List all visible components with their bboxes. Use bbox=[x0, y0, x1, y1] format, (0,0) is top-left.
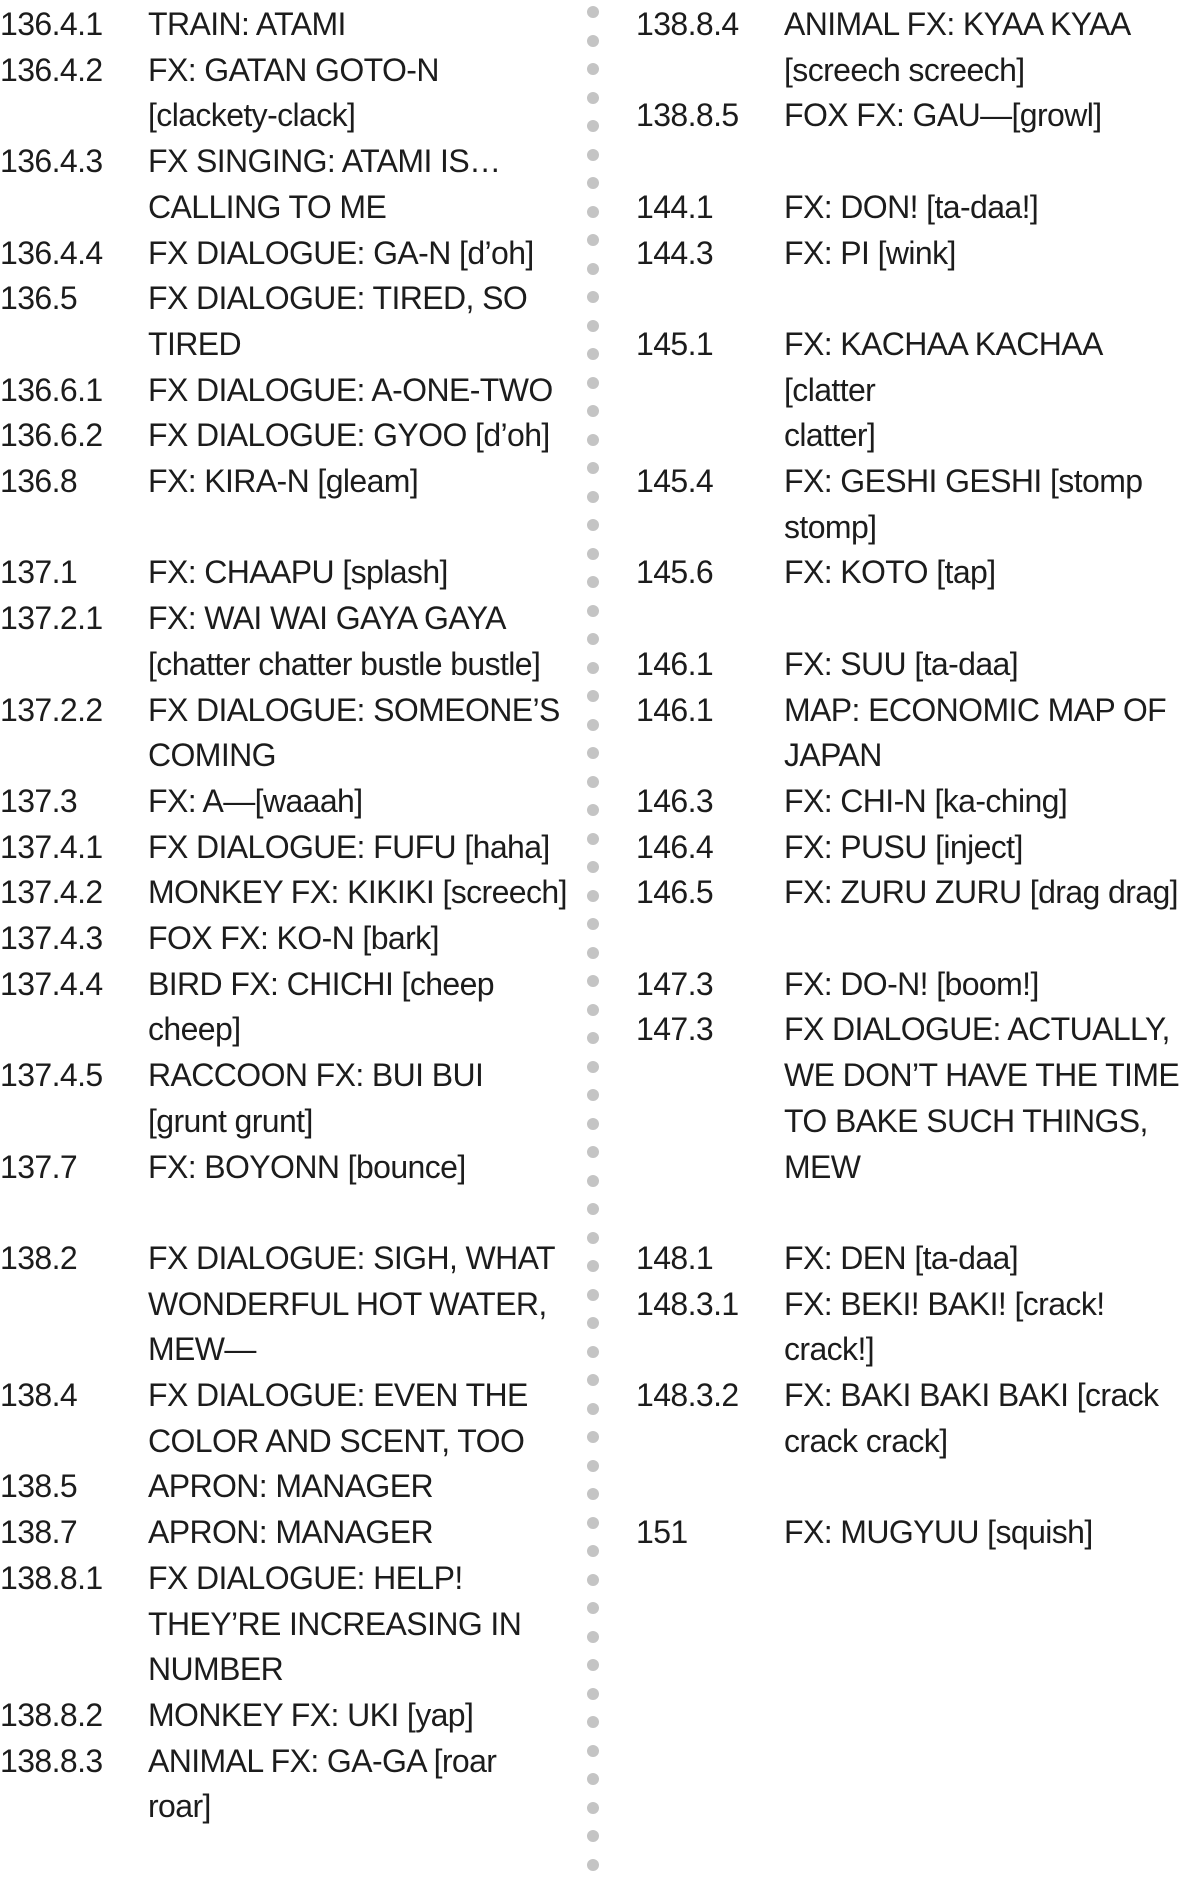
sound-effect-translation: FX DIALOGUE: SOMEONE’S COMING bbox=[148, 691, 560, 774]
sound-effect-translation: FX: DEN [ta-daa] bbox=[784, 1239, 1019, 1276]
note-entry bbox=[0, 276, 575, 367]
note-entry bbox=[636, 1282, 1200, 1373]
divider-dot bbox=[587, 1859, 599, 1871]
divider-dot bbox=[587, 63, 599, 75]
divider-dot bbox=[587, 1517, 599, 1529]
page-panel-reference: 148.3.2 bbox=[636, 1377, 739, 1414]
sound-effect-translation: FX DIALOGUE: GA-N [d’oh] bbox=[148, 234, 534, 271]
page-panel-reference: 137.7 bbox=[0, 1148, 78, 1185]
divider-dot bbox=[587, 35, 599, 47]
page-panel-reference: 137.1 bbox=[0, 554, 78, 591]
note-entry bbox=[0, 688, 575, 779]
sound-effect-translation: FX DIALOGUE: TIRED, SO TIRED bbox=[148, 280, 528, 362]
note-entry bbox=[636, 688, 1200, 779]
page-panel-reference: 144.1 bbox=[636, 188, 714, 225]
page-panel-reference: 136.4.3 bbox=[0, 143, 103, 180]
divider-dot bbox=[587, 1773, 599, 1785]
divider-dot bbox=[587, 1061, 599, 1073]
divider-dot bbox=[587, 1203, 599, 1215]
sound-effect-translation: APRON: MANAGER bbox=[148, 1514, 433, 1551]
note-entry bbox=[636, 1236, 1200, 1282]
divider-dot bbox=[587, 947, 599, 959]
page-panel-reference: 138.8.1 bbox=[0, 1559, 103, 1596]
note-entry bbox=[0, 962, 575, 1053]
page-panel-reference: 137.2.2 bbox=[0, 691, 103, 728]
divider-dot bbox=[587, 177, 599, 189]
divider-dot bbox=[587, 633, 599, 645]
sound-effect-translation: FX: KACHAA KACHAA [clatter clatter] bbox=[784, 325, 1102, 454]
divider-dot bbox=[587, 1260, 599, 1272]
note-entry bbox=[636, 322, 1200, 459]
divider-dot bbox=[587, 1545, 599, 1557]
divider-dot bbox=[587, 719, 599, 731]
divider-dot bbox=[587, 92, 599, 104]
divider-dot bbox=[587, 6, 599, 18]
divider-dot bbox=[587, 890, 599, 902]
divider-dot bbox=[587, 605, 599, 617]
note-entry bbox=[0, 1464, 575, 1510]
sound-effect-translation: TRAIN: ATAMI bbox=[148, 6, 346, 42]
divider-dot bbox=[587, 120, 599, 132]
page-panel-reference: 138.8.3 bbox=[0, 1742, 103, 1779]
divider-dot bbox=[587, 348, 599, 360]
divider-dot bbox=[587, 1175, 599, 1187]
page-panel-reference: 146.5 bbox=[636, 874, 714, 911]
note-entry bbox=[636, 550, 1200, 596]
page-panel-reference: 137.4.4 bbox=[0, 965, 103, 1002]
sound-effect-translation: FX: MUGYUU [squish] bbox=[784, 1514, 1093, 1551]
divider-dot bbox=[587, 1289, 599, 1301]
divider-dot bbox=[587, 149, 599, 161]
note-entry bbox=[0, 459, 575, 505]
divider-dot bbox=[587, 833, 599, 845]
page-panel-reference: 136.4.1 bbox=[0, 6, 103, 42]
divider-dot bbox=[587, 662, 599, 674]
page-panel-reference: 138.8.5 bbox=[636, 97, 739, 134]
page-panel-reference: 147.3 bbox=[636, 965, 714, 1002]
sound-effect-translation: FX: GATAN GOTO-N [clackety-clack] bbox=[148, 51, 439, 134]
dotted-column-divider bbox=[583, 0, 603, 1888]
sound-effect-translation: FX: GESHI GESHI [stomp stomp] bbox=[784, 463, 1143, 545]
page-panel-reference: 136.6.1 bbox=[0, 371, 103, 408]
note-entry bbox=[0, 779, 575, 825]
divider-dot bbox=[587, 1089, 599, 1101]
page-panel-reference: 138.7 bbox=[0, 1514, 78, 1551]
page-panel-reference: 136.4.4 bbox=[0, 234, 103, 271]
sound-effect-translation: RACCOON FX: BUI BUI [grunt grunt] bbox=[148, 1057, 484, 1139]
note-entry bbox=[0, 1373, 575, 1464]
note-entry bbox=[636, 93, 1200, 139]
sound-effect-translation: FX DIALOGUE: HELP! THEY’RE INCREASING IN NUMBER bbox=[148, 1559, 522, 1688]
note-entry bbox=[636, 2, 1200, 93]
divider-dot bbox=[587, 576, 599, 588]
page-panel-reference: 137.4.2 bbox=[0, 874, 103, 911]
note-entry bbox=[636, 1007, 1200, 1190]
entry-group-spacer bbox=[636, 139, 1200, 185]
divider-dot bbox=[587, 1004, 599, 1016]
sound-effect-translation: FX: ZURU ZURU [drag drag] bbox=[784, 874, 1178, 911]
note-entry bbox=[0, 1236, 575, 1373]
page-panel-reference: 137.3 bbox=[0, 782, 78, 819]
entry-group-spacer bbox=[636, 596, 1200, 642]
divider-dot bbox=[587, 804, 599, 816]
divider-dot bbox=[587, 234, 599, 246]
entry-group-spacer bbox=[0, 505, 575, 551]
divider-dot bbox=[587, 405, 599, 417]
sound-effect-translation: FX SINGING: ATAMI IS… CALLING TO ME bbox=[148, 143, 501, 225]
divider-dot bbox=[587, 1403, 599, 1415]
sound-effect-translation: FOX FX: KO-N [bark] bbox=[148, 920, 439, 957]
page-panel-reference: 137.2.1 bbox=[0, 600, 103, 637]
note-entry bbox=[0, 870, 575, 916]
entry-group-spacer bbox=[0, 1190, 575, 1236]
sound-effect-translation: FX: DO-N! [boom!] bbox=[784, 965, 1039, 1002]
sound-effect-translation: FX: BOYONN [bounce] bbox=[148, 1148, 466, 1185]
sound-effect-translation: FX DIALOGUE: EVEN THE COLOR AND SCENT, TOO bbox=[148, 1377, 528, 1459]
note-entry bbox=[0, 231, 575, 277]
sound-effect-translation: FX DIALOGUE: ACTUALLY, WE DON’T HAVE THE TIME TO BAKE SUCH THINGS, MEW bbox=[784, 1011, 1180, 1185]
note-entry bbox=[636, 642, 1200, 688]
note-entry bbox=[0, 1693, 575, 1739]
page-panel-reference: 146.4 bbox=[636, 828, 714, 865]
divider-dot bbox=[587, 1716, 599, 1728]
page-panel-reference: 136.6.2 bbox=[0, 417, 103, 454]
entry-group-spacer bbox=[636, 1190, 1200, 1236]
divider-dot bbox=[587, 263, 599, 275]
sound-effect-translation: FX DIALOGUE: A-ONE-TWO bbox=[148, 371, 553, 408]
note-entry bbox=[0, 1145, 575, 1191]
note-entry bbox=[0, 139, 575, 230]
note-entry bbox=[636, 185, 1200, 231]
note-entry bbox=[0, 916, 575, 962]
page-panel-reference: 148.1 bbox=[636, 1239, 714, 1276]
sound-effect-translation: FX: BAKI BAKI BAKI [crack crack crack] bbox=[784, 1377, 1159, 1459]
note-entry bbox=[0, 596, 575, 687]
sound-effect-translation: FX: CHAAPU [splash] bbox=[148, 554, 448, 591]
divider-dot bbox=[587, 1688, 599, 1700]
sound-effect-translation: FX: A—[waaah] bbox=[148, 782, 363, 819]
sound-effect-translation: MONKEY FX: UKI [yap] bbox=[148, 1696, 474, 1733]
note-entry bbox=[636, 779, 1200, 825]
note-entry bbox=[0, 825, 575, 871]
note-entry bbox=[0, 368, 575, 414]
note-entry bbox=[0, 1510, 575, 1556]
page-panel-reference: 146.1 bbox=[636, 691, 714, 728]
page-panel-reference: 137.4.1 bbox=[0, 828, 103, 865]
note-entry bbox=[636, 1373, 1200, 1464]
page-panel-reference: 146.3 bbox=[636, 782, 714, 819]
divider-dot bbox=[587, 206, 599, 218]
sound-effect-translation: FX: KIRA-N [gleam] bbox=[148, 463, 419, 500]
page-panel-reference: 148.3.1 bbox=[636, 1285, 739, 1322]
divider-dot bbox=[587, 1118, 599, 1130]
divider-dot bbox=[587, 747, 599, 759]
sound-effect-translation: FX: PUSU [inject] bbox=[784, 828, 1023, 865]
divider-dot bbox=[587, 434, 599, 446]
page-panel-reference: 136.4.2 bbox=[0, 51, 103, 88]
sound-effect-translation: BIRD FX: CHICHI [cheep cheep] bbox=[148, 965, 495, 1048]
divider-dot bbox=[587, 1802, 599, 1814]
page-panel-reference: 137.4.3 bbox=[0, 920, 103, 957]
divider-dot bbox=[587, 1602, 599, 1614]
note-entry bbox=[636, 459, 1200, 550]
note-entry bbox=[0, 413, 575, 459]
divider-dot bbox=[587, 1032, 599, 1044]
page-panel-reference: 138.8.2 bbox=[0, 1696, 103, 1733]
sound-effect-translation: ANIMAL FX: KYAA KYAA [screech screech] bbox=[784, 6, 1131, 88]
divider-dot bbox=[587, 1346, 599, 1358]
page-panel-reference: 144.3 bbox=[636, 234, 714, 271]
sound-effect-translation: FX DIALOGUE: FUFU [haha] bbox=[148, 828, 550, 865]
note-entry bbox=[0, 1556, 575, 1693]
divider-dot bbox=[587, 1830, 599, 1842]
note-entry bbox=[0, 550, 575, 596]
page-panel-reference: 147.3 bbox=[636, 1011, 714, 1048]
sound-effect-translation: FX DIALOGUE: SIGH, WHAT WONDERFUL HOT WATER, MEW— bbox=[148, 1239, 555, 1368]
sound-effect-translation: FOX FX: GAU—[growl] bbox=[784, 97, 1102, 134]
entry-group-spacer bbox=[636, 1464, 1200, 1510]
page-panel-reference: 136.5 bbox=[0, 280, 78, 317]
divider-dot bbox=[587, 548, 599, 560]
sound-effect-translation: APRON: MANAGER bbox=[148, 1468, 433, 1505]
page-panel-reference: 138.4 bbox=[0, 1377, 78, 1414]
divider-dot bbox=[587, 519, 599, 531]
sound-effect-translation: FX DIALOGUE: GYOO [d’oh] bbox=[148, 417, 550, 454]
divider-dot bbox=[587, 1317, 599, 1329]
page-panel-reference: 145.4 bbox=[636, 463, 714, 499]
sound-effect-translation: FX: SUU [ta-daa] bbox=[784, 645, 1019, 682]
sound-effect-translation: ANIMAL FX: GA-GA [roar roar] bbox=[148, 1742, 497, 1825]
sound-effect-translation: MONKEY FX: KIKIKI [screech] bbox=[148, 874, 567, 911]
right-column bbox=[636, 2, 1200, 1556]
divider-dot bbox=[587, 1431, 599, 1443]
note-entry bbox=[0, 2, 575, 48]
entry-group-spacer bbox=[636, 916, 1200, 962]
note-entry bbox=[0, 1053, 575, 1144]
divider-dot bbox=[587, 291, 599, 303]
sound-effect-translation: FX: KOTO [tap] bbox=[784, 554, 996, 591]
sound-effect-translation: FX: PI [wink] bbox=[784, 234, 956, 271]
divider-dot bbox=[587, 690, 599, 702]
page-panel-reference: 138.5 bbox=[0, 1468, 78, 1505]
divider-dot bbox=[587, 861, 599, 873]
divider-dot bbox=[587, 1631, 599, 1643]
sound-effect-translation: MAP: ECONOMIC MAP OF JAPAN bbox=[784, 691, 1167, 774]
divider-dot bbox=[587, 1460, 599, 1472]
page-panel-reference: 146.1 bbox=[636, 645, 714, 682]
divider-dot bbox=[587, 1659, 599, 1671]
divider-dot bbox=[587, 975, 599, 987]
entry-group-spacer bbox=[636, 276, 1200, 322]
note-entry bbox=[0, 1739, 575, 1830]
page-panel-reference: 138.8.4 bbox=[636, 6, 739, 42]
note-entry bbox=[0, 48, 575, 139]
divider-dot bbox=[587, 377, 599, 389]
sound-effect-translation: FX: DON! [ta-daa!] bbox=[784, 188, 1039, 225]
sound-effect-translation: FX: WAI WAI GAYA GAYA [chatter chatter bustle bustle] bbox=[148, 600, 541, 682]
divider-dot bbox=[587, 918, 599, 930]
page-panel-reference: 137.4.5 bbox=[0, 1057, 103, 1094]
note-entry bbox=[636, 962, 1200, 1008]
page-panel-reference: 151 bbox=[636, 1514, 688, 1551]
divider-dot bbox=[587, 1374, 599, 1386]
divider-dot bbox=[587, 320, 599, 332]
divider-dot bbox=[587, 776, 599, 788]
note-entry bbox=[636, 870, 1200, 916]
note-entry bbox=[636, 231, 1200, 277]
note-entry bbox=[636, 825, 1200, 871]
page-panel-reference: 138.2 bbox=[0, 1239, 78, 1276]
page-panel-reference: 145.6 bbox=[636, 554, 714, 591]
note-entry bbox=[636, 1510, 1200, 1556]
divider-dot bbox=[587, 491, 599, 503]
divider-dot bbox=[587, 1574, 599, 1586]
divider-dot bbox=[587, 1232, 599, 1244]
divider-dot bbox=[587, 1488, 599, 1500]
divider-dot bbox=[587, 1146, 599, 1158]
page-panel-reference: 145.1 bbox=[636, 325, 714, 362]
page-panel-reference: 136.8 bbox=[0, 463, 78, 500]
sound-effect-translation: FX: BEKI! BAKI! [crack! crack!] bbox=[784, 1285, 1105, 1368]
divider-dot bbox=[587, 462, 599, 474]
sound-effect-translation: FX: CHI-N [ka-ching] bbox=[784, 782, 1068, 819]
divider-dot bbox=[587, 1745, 599, 1757]
left-column bbox=[0, 2, 575, 1830]
